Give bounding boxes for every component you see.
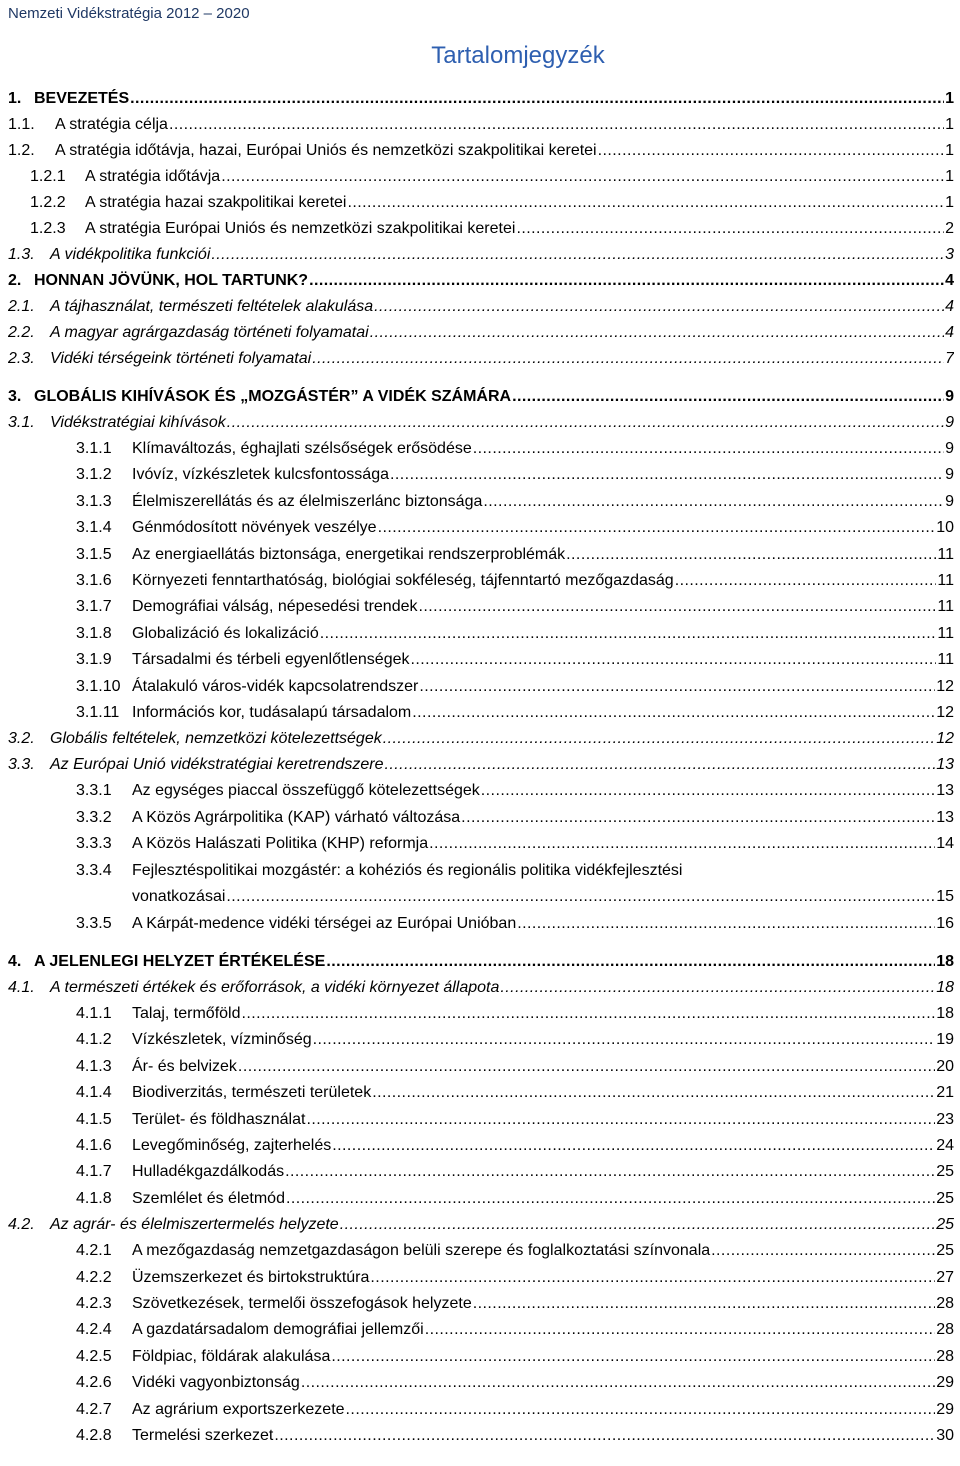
toc-entry-title: Az agrár- és élelmiszertermelés helyzete [50,1216,339,1234]
toc-entry-page: 19 [936,1031,954,1049]
toc-entry-title: A vidékpolitika funkciói [50,246,211,263]
toc-entry-title: Hulladékgazdálkodás [132,1163,285,1181]
toc-entry-number: 2.1. [8,298,35,315]
toc-entry[interactable] [8,436,954,462]
toc-entry-title: A JELENLEGI HELYZET ÉRTÉKELÉSE [34,952,326,970]
toc-leader-dots [711,1238,935,1264]
toc-entry-number: 4.2.2 [76,1268,112,1286]
toc-leader-dots [370,320,944,346]
toc-entry-page: 11 [937,545,954,563]
toc-leader-dots [429,831,935,857]
toc-entry-page: 18 [936,952,954,970]
toc-entry-continuation[interactable] [8,884,954,910]
toc-entry[interactable] [8,410,954,436]
toc-leader-dots [211,242,944,268]
toc-entry-number: 1.2.1 [30,168,66,185]
toc-entry-title: A stratégia időtávja [85,168,221,185]
toc-entry[interactable] [8,752,954,778]
toc-entry-number: 1.2. [8,142,35,159]
toc-entry-number: 3.3.3 [76,835,112,853]
toc-entry-number: 4.2.7 [76,1400,112,1418]
toc-entry[interactable] [8,1423,954,1449]
toc-leader-dots [331,1344,935,1370]
toc-entry-number: 2.2. [8,324,35,341]
toc-entry-number: 3.1.3 [76,492,112,510]
toc-entry-page: 1 [945,168,954,185]
toc-leader-dots [286,1186,935,1212]
toc-entry-page: 28 [936,1321,954,1339]
toc-entry-page: 1 [945,142,954,159]
toc-entry[interactable] [8,320,954,346]
toc-leader-dots [169,112,944,138]
toc-entry-page: 4 [945,324,954,341]
toc-entry-number: 3.1.6 [76,572,112,590]
toc-entry-page: 25 [936,1163,954,1181]
toc-entry-title: Szemlélet és életmód [132,1189,285,1207]
toc-leader-dots [675,568,937,594]
toc-entry-page: 25 [936,1189,954,1207]
toc-entry[interactable] [8,268,954,294]
toc-entry-page: 27 [936,1268,954,1286]
toc-entry-page: 9 [945,466,954,484]
toc-entry[interactable] [8,515,954,541]
toc-entry-page: 10 [936,519,954,537]
toc-entry-title: A stratégia Európai Uniós és nemzetközi szakpolitikai keretei [85,220,516,237]
toc-entry-number: 4.1.2 [76,1031,112,1049]
toc-leader-dots [378,515,936,541]
toc-entry-number: 4.1. [8,978,35,996]
toc-entry-title: Információs kor, tudásalapú társadalom [132,704,412,722]
toc-leader-dots [238,1054,935,1080]
toc-entry[interactable] [8,1265,954,1291]
toc-entry-page: 9 [945,388,954,405]
toc-entry-page: 12 [936,677,954,695]
toc-leader-dots [332,1133,935,1159]
toc-entry[interactable] [8,594,954,620]
toc-entry-page: 28 [936,1294,954,1312]
toc-entry[interactable] [8,86,954,112]
toc-entry-title: Klímaváltozás, éghajlati szélsőségek erősödése [132,440,472,457]
toc-entry-number: 3.3.2 [76,808,112,826]
toc-leader-dots [410,647,936,673]
toc-entry-title: Génmódosított növények veszélye [132,519,377,537]
toc-entry-number: 3.1.4 [76,519,112,537]
toc-entry[interactable] [8,462,954,488]
toc-entry[interactable] [8,1107,954,1133]
toc-entry-page: 12 [936,730,954,748]
toc-leader-dots [372,1080,935,1106]
toc-leader-dots [461,805,935,831]
toc-entry[interactable] [8,831,954,857]
toc-leader-dots [301,1370,935,1396]
toc-entry[interactable] [8,1054,954,1080]
toc-leader-dots [227,410,944,436]
toc-leader-dots [340,1212,936,1238]
toc-entry-number: 3.3.5 [76,914,112,932]
toc-entry-title: Az Európai Unió vidékstratégiai keretrendszere [50,756,384,774]
toc-entry-title: Szövetkezések, termelői összefogások helyzete [132,1294,472,1312]
toc-entry[interactable] [8,1291,954,1317]
toc-leader-dots [320,621,937,647]
toc-entry-number: 4.1.7 [76,1163,112,1181]
toc-entry-title: BEVEZETÉS [34,90,130,107]
toc-entry-title: Globális feltételek, nemzetközi kötelezettségek [50,730,382,748]
toc-entry-title: A stratégia időtávja, hazai, Európai Uniós és nemzetközi szakpolitikai keretei [55,142,597,159]
toc-entry-number: 4.2.5 [76,1347,112,1365]
toc-entry-number: 4.2.8 [76,1427,112,1444]
toc-entry-title: Demográfiai válság, népesedési trendek [132,598,418,616]
toc-leader-dots [517,911,935,937]
toc-entry[interactable] [8,949,954,975]
toc-entry[interactable] [8,1344,954,1370]
toc-entry-number: 3.1.11 [76,704,120,722]
toc-entry-title: Vidéki térségeink történeti folyamatai [50,350,312,367]
toc-entry-page: 11 [937,651,954,669]
toc-entry[interactable] [8,1397,954,1423]
toc-entry-page: 1 [945,116,954,133]
toc-leader-dots [306,1107,935,1133]
toc-entry[interactable] [8,1001,954,1027]
toc-entry-page: 14 [936,835,954,853]
toc-entry[interactable] [8,216,954,242]
toc-leader-dots [226,884,935,910]
toc-entry[interactable] [8,647,954,673]
toc-entry[interactable] [8,1159,954,1185]
toc-entry[interactable] [8,700,954,726]
toc-entry-number: 3.1.1 [76,440,112,457]
toc-entry-page: 3 [945,246,954,263]
toc-entry-page: 9 [945,440,954,457]
toc-entry-number: 4.2.6 [76,1374,112,1392]
toc-entry[interactable] [8,542,954,568]
toc-entry-title-continued: vonatkozásai [132,888,226,906]
toc-leader-dots [242,1001,936,1027]
toc-leader-dots [473,1291,935,1317]
toc-leader-dots [598,138,944,164]
toc-entry-page: 2 [945,220,954,237]
toc-entry[interactable] [8,1317,954,1343]
toc-entry-number: 1.2.2 [30,194,66,211]
toc-entry-number: 3.1.5 [76,545,112,563]
toc-entry-page: 7 [945,350,954,367]
toc-entry-title: Társadalmi és térbeli egyenlőtlenségek [132,651,410,669]
toc-leader-dots [419,674,935,700]
toc-entry[interactable] [8,1027,954,1053]
toc-leader-dots [481,778,935,804]
toc-entry-title: Ivóvíz, vízkészletek kulcsfontossága [132,466,389,484]
toc-entry-page: 20 [936,1057,954,1075]
toc-entry-title: A természeti értékek és erőforrások, a vidéki környezet állapota [50,978,500,996]
toc-entry-page: 15 [936,888,954,906]
toc-entry[interactable] [8,1238,954,1264]
toc-entry-number: 3.1.2 [76,466,112,484]
toc-leader-dots [473,436,944,462]
toc-entry[interactable] [8,294,954,320]
toc-entry-page: 30 [936,1427,954,1444]
toc-entry-page: 11 [937,572,954,590]
toc-entry-number: 4.1.1 [76,1004,112,1022]
toc-leader-dots [313,1027,936,1053]
toc-entry-page: 12 [936,704,954,722]
toc-entry[interactable] [8,112,954,138]
toc-leader-dots [385,752,936,778]
toc-leader-dots [516,216,944,242]
toc-entry-number: 4.1.4 [76,1084,112,1102]
toc-entry-number: 4.2.1 [76,1242,112,1260]
toc-entry-title: Élelmiszerellátás és az élelmiszerlánc biztonsága [132,492,483,510]
toc-entry-number: 3.3. [8,756,35,774]
toc-entry-number: 4.2.4 [76,1321,112,1339]
toc-entry-page: 11 [937,598,954,616]
toc-leader-dots [285,1159,935,1185]
toc-entry-title: A Közös Agrárpolitika (KAP) várható változása [132,808,461,826]
toc-entry-page: 13 [936,808,954,826]
toc-entry-page: 29 [936,1400,954,1418]
toc-entry-number: 3.2. [8,730,35,748]
toc-entry-page: 21 [936,1084,954,1102]
toc-entry[interactable] [8,1080,954,1106]
toc-entry-title: Globalizáció és lokalizáció [132,624,319,642]
toc-entry[interactable] [8,1212,954,1238]
toc-leader-dots [274,1423,935,1449]
toc-entry-number: 4.2.3 [76,1294,112,1312]
table-of-contents [8,86,954,1449]
toc-entry-title: A gazdatársadalom demográfiai jellemzői [132,1321,424,1339]
toc-entry[interactable] [8,489,954,515]
toc-entry-title: Levegőminőség, zajterhelés [132,1136,332,1154]
toc-leader-dots [383,726,935,752]
toc-leader-dots [309,268,944,294]
toc-entry[interactable] [8,621,954,647]
toc-leader-dots [347,190,944,216]
toc-entry-number: 4.1.6 [76,1136,112,1154]
toc-entry-title: Termelési szerkezet [132,1427,274,1444]
toc-entry-page: 29 [936,1374,954,1392]
toc-entry-page: 16 [936,914,954,932]
running-header: Nemzeti Vidékstratégia 2012 – 2020 [8,5,250,22]
toc-leader-dots [500,975,935,1001]
toc-entry-number: 3.1.8 [76,624,112,642]
toc-entry-number: 3.3.1 [76,782,112,800]
toc-entry-number: 3.1.7 [76,598,112,616]
toc-entry-title: HONNAN JÖVÜNK, HOL TARTUNK? [34,272,309,289]
toc-entry[interactable] [8,911,954,937]
toc-entry-title: Átalakuló város-vidék kapcsolatrendszer [132,677,419,695]
toc-entry-title: A mezőgazdaság nemzetgazdaságon belüli szerepe és foglalkoztatási színvonala [132,1242,711,1260]
toc-entry-title: Környezeti fenntarthatóság, biológiai sokféleség, tájfenntartó mezőgazdaság [132,572,674,590]
toc-entry-number: 3.1.9 [76,651,112,669]
toc-leader-dots [483,489,944,515]
toc-entry-page: 18 [936,978,954,996]
toc-entry[interactable] [8,975,954,1001]
toc-leader-dots [312,346,944,372]
toc-leader-dots [512,384,944,410]
toc-entry[interactable] [8,726,954,752]
toc-entry[interactable] [8,778,954,804]
toc-entry[interactable] [8,1186,954,1212]
toc-entry-title: Vidékstratégiai kihívások [50,414,226,431]
toc-entry-page: 1 [945,90,954,107]
toc-entry-number: 2. [8,272,22,289]
toc-entry-title: Vízkészletek, vízminőség [132,1031,312,1049]
toc-entry[interactable] [8,858,954,884]
toc-entry-number: 2.3. [8,350,35,367]
toc-entry-title: Biodiverzitás, természeti területek [132,1084,372,1102]
toc-leader-dots [370,1265,935,1291]
toc-entry-page: 9 [945,414,954,431]
toc-entry-title: Talaj, termőföld [132,1004,241,1022]
toc-entry-title: Terület- és földhasználat [132,1110,306,1128]
toc-entry-title: Az energiaellátás biztonsága, energetikai rendszerproblémák [132,545,566,563]
toc-entry[interactable] [8,346,954,372]
toc-entry[interactable] [8,1133,954,1159]
toc-entry[interactable] [8,384,954,410]
toc-entry[interactable] [8,190,954,216]
toc-entry-number: 4.1.5 [76,1110,112,1128]
toc-entry-title: Földpiac, földárak alakulása [132,1347,331,1365]
toc-entry-title: A tájhasználat, természeti feltételek alakulása [50,298,374,315]
toc-leader-dots [390,462,944,488]
toc-entry-page: 25 [936,1242,954,1260]
toc-entry-title: A Kárpát-medence vidéki térségei az Európai Unióban [132,914,517,932]
toc-entry-title: A stratégia hazai szakpolitikai keretei [85,194,347,211]
toc-leader-dots [412,700,935,726]
toc-entry-title: Üzemszerkezet és birtokstruktúra [132,1268,370,1286]
toc-entry-title: Az egységes piaccal összefüggő kötelezettségek [132,782,480,800]
toc-entry-title: Ár- és belvizek [132,1057,237,1075]
toc-leader-dots [374,294,944,320]
toc-leader-dots [221,164,944,190]
toc-entry[interactable] [8,1370,954,1396]
toc-leader-dots [419,594,937,620]
toc-entry-number: 4.1.3 [76,1057,112,1075]
toc-entry-title: A magyar agrárgazdaság történeti folyamatai [50,324,369,341]
toc-entry-title: A stratégia célja [55,116,168,133]
toc-entry-number: 3. [8,388,22,405]
toc-entry[interactable] [8,674,954,700]
toc-entry-page: 13 [936,756,954,774]
toc-entry-number: 3.1.10 [76,677,121,695]
toc-entry-title: Az agrárium exportszerkezete [132,1400,345,1418]
toc-entry-title: Fejlesztéspolitikai mozgástér: a kohéziós és regionális politika vidékfejlesztési [132,861,683,879]
toc-entry-number: 4.1.8 [76,1189,112,1207]
toc-entry[interactable] [8,242,954,268]
toc-entry[interactable] [8,164,954,190]
toc-entry-page: 4 [945,272,954,289]
toc-entry-number: 1.2.3 [30,220,66,237]
toc-title: Tartalomjegyzék [431,42,605,69]
toc-entry-page: 11 [937,624,954,642]
toc-entry-number: 1. [8,90,22,107]
toc-entry-number: 4.2. [8,1216,35,1234]
toc-entry[interactable] [8,138,954,164]
toc-entry-page: 24 [936,1136,954,1154]
toc-leader-dots [326,949,935,975]
toc-leader-dots [346,1397,936,1423]
toc-entry[interactable] [8,805,954,831]
toc-entry-page: 18 [936,1004,954,1022]
toc-leader-dots [566,542,936,568]
toc-entry-number: 1.1. [8,116,35,133]
toc-entry-title: Vidéki vagyonbiztonság [132,1374,300,1392]
toc-entry-title: A Közös Halászati Politika (KHP) reformja [132,835,429,853]
toc-entry-page: 1 [945,194,954,211]
toc-entry-page: 28 [936,1347,954,1365]
toc-entry-page: 25 [936,1216,954,1234]
toc-entry[interactable] [8,568,954,594]
toc-entry-number: 1.3. [8,246,35,263]
toc-leader-dots [425,1317,935,1343]
toc-entry-number: 3.1. [8,414,35,431]
toc-entry-page: 23 [936,1110,954,1128]
toc-entry-number: 4. [8,952,22,970]
toc-leader-dots [130,86,944,112]
toc-entry-number: 3.3.4 [76,861,112,879]
toc-entry-page: 9 [945,492,954,510]
toc-entry-page: 4 [945,298,954,315]
toc-entry-title: GLOBÁLIS KIHÍVÁSOK ÉS „MOZGÁSTÉR” A VIDÉK SZÁMÁRA [34,388,512,405]
toc-entry-page: 13 [936,782,954,800]
